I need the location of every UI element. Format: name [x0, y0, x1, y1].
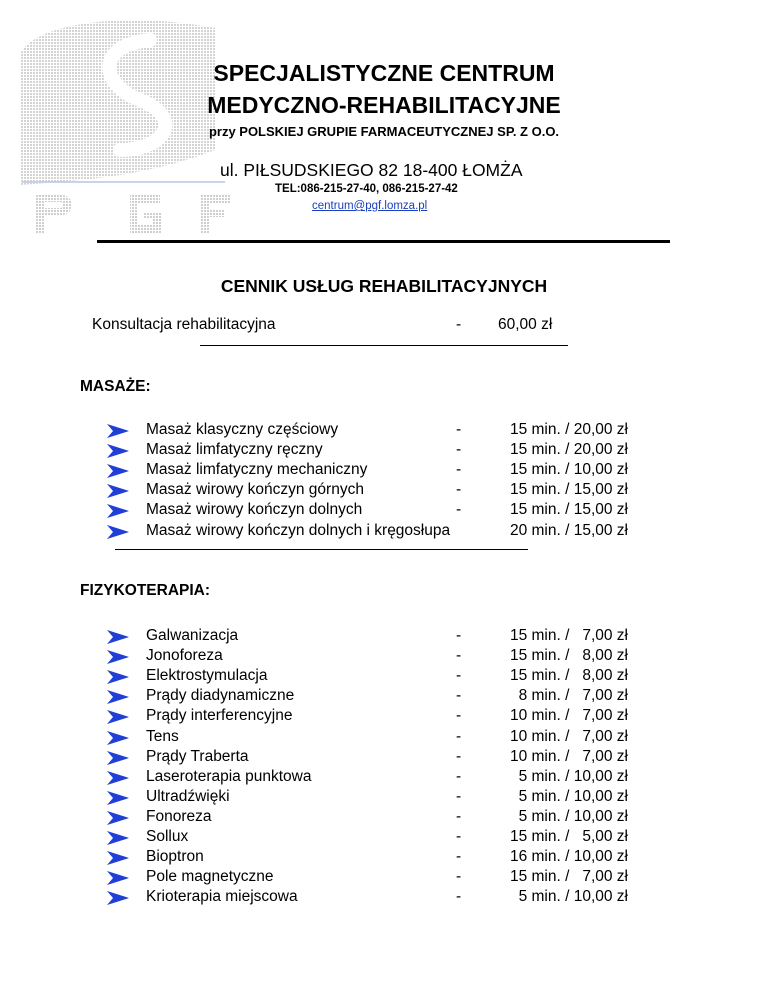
list-item [0, 481, 768, 501]
massage-divider [115, 549, 528, 550]
clinic-address: ul. PIŁSUDSKIEGO 82 18-400 ŁOMŻA [220, 160, 523, 180]
list-item [0, 647, 768, 667]
service-dash: - [456, 481, 462, 499]
service-price: 15 min. / 20,00 zł [509, 421, 628, 438]
service-name: Prądy interferencyjne [146, 707, 293, 725]
service-dash: - [456, 767, 462, 785]
service-dash: - [456, 421, 462, 438]
service-name: Sollux [146, 828, 189, 845]
service-price: 5 min. / 10,00 zł [509, 807, 628, 825]
clinic-title-line2: MEDYCZNO-REHABILITACYJNE [207, 92, 561, 118]
service-name: Pole magnetyczne [146, 868, 274, 886]
list-item [0, 627, 768, 647]
service-dash: - [456, 647, 462, 665]
list-item [0, 501, 768, 521]
service-name: Ultradźwięki [146, 787, 230, 805]
consultation-price: 60,00 zł [498, 316, 553, 333]
service-name: Prądy diadynamiczne [146, 687, 295, 705]
list-item [0, 707, 768, 727]
service-price: 16 min. / 10,00 zł [509, 848, 628, 866]
arrow-bullet-icon [107, 851, 129, 865]
list-item [0, 828, 768, 848]
arrow-bullet-icon [107, 630, 129, 644]
arrow-bullet-icon [107, 710, 129, 724]
massage-heading: MASAŻE: [80, 378, 151, 395]
list-item [0, 441, 768, 461]
service-dash: - [456, 787, 462, 805]
list-item [0, 728, 768, 748]
service-dash: - [456, 667, 462, 685]
consultation-name: Konsultacja rehabilitacyjna [92, 316, 276, 333]
list-item [0, 848, 768, 868]
service-name: Masaż klasyczny częściowy [146, 421, 339, 438]
consultation-dash: - [456, 316, 462, 333]
service-dash: - [456, 441, 462, 459]
service-price: 10 min. / 7,00 zł [509, 747, 628, 765]
service-name: Krioterapia miejscowa [146, 888, 298, 906]
arrow-bullet-icon [107, 751, 129, 765]
arrow-bullet-icon [107, 444, 129, 458]
arrow-bullet-icon [107, 831, 129, 845]
service-dash: - [456, 461, 462, 479]
service-dash: - [456, 888, 462, 906]
service-price: 15 min. / 15,00 zł [509, 481, 628, 499]
arrow-bullet-icon [107, 791, 129, 805]
service-price: 15 min. / 10,00 zł [509, 461, 628, 479]
arrow-bullet-icon [107, 484, 129, 498]
arrow-bullet-icon [107, 424, 129, 438]
service-price: 5 min. / 10,00 zł [509, 767, 628, 785]
service-price: 5 min. / 10,00 zł [509, 787, 628, 805]
service-name: Fonoreza [146, 807, 212, 825]
service-dash: - [456, 807, 462, 825]
service-name: Masaż wirowy kończyn górnych [146, 481, 364, 499]
service-price: 15 min. / 7,00 zł [509, 627, 628, 644]
arrow-bullet-icon [107, 771, 129, 785]
arrow-bullet-icon [107, 731, 129, 745]
service-dash: - [456, 828, 462, 845]
service-dash: - [456, 747, 462, 765]
service-dash: - [456, 501, 462, 519]
service-price: 15 min. / 15,00 zł [509, 501, 628, 519]
list-item [0, 808, 768, 828]
service-dash: - [456, 687, 462, 705]
service-name: Masaż limfatyczny mechaniczny [146, 461, 368, 479]
list-item [0, 461, 768, 481]
header-divider [97, 240, 670, 243]
list-item [0, 522, 768, 542]
clinic-title-line1: SPECJALISTYCZNE CENTRUM [213, 60, 555, 86]
arrow-bullet-icon [107, 690, 129, 704]
email-link[interactable]: centrum@pgf.lomza.pl [312, 200, 428, 212]
arrow-bullet-icon [107, 650, 129, 664]
service-price: 10 min. / 7,00 zł [509, 727, 628, 745]
list-item [0, 768, 768, 788]
service-dash: - [456, 848, 462, 866]
service-price: 20 min. / 15,00 zł [509, 521, 628, 539]
service-dash: - [456, 627, 462, 644]
list-item [0, 888, 768, 908]
service-name: Elektrostymulacja [146, 667, 268, 685]
list-item [0, 687, 768, 707]
service-name: Bioptron [146, 848, 204, 866]
service-name: Galwanizacja [146, 627, 239, 644]
arrow-bullet-icon [107, 811, 129, 825]
list-item [0, 868, 768, 888]
arrow-bullet-icon [107, 504, 129, 518]
list-item [0, 788, 768, 808]
service-name: Masaż limfatyczny ręczny [146, 441, 323, 459]
service-name: Prądy Traberta [146, 747, 249, 765]
service-name: Masaż wirowy kończyn dolnych [146, 501, 363, 519]
physio-heading: FIZYKOTERAPIA: [80, 582, 211, 599]
service-price: 15 min. / 8,00 zł [509, 647, 628, 665]
service-dash: - [456, 727, 462, 745]
service-price: 8 min. / 7,00 zł [509, 687, 628, 705]
list-item [0, 667, 768, 687]
service-price: 15 min. / 7,00 zł [509, 868, 628, 886]
list-item [0, 748, 768, 768]
service-price: 15 min. / 8,00 zł [509, 667, 628, 685]
list-item [0, 421, 768, 441]
price-list-title: CENNIK USŁUG REHABILITACYJNYCH [220, 276, 548, 296]
clinic-subtitle: przy POLSKIEJ GRUPIE FARMACEUTYCZNEJ SP. Z O.O. [208, 124, 560, 139]
service-dash: - [456, 707, 462, 725]
arrow-bullet-icon [107, 464, 129, 478]
arrow-bullet-icon [107, 871, 129, 885]
service-dash: - [456, 868, 462, 886]
arrow-bullet-icon [107, 891, 129, 905]
service-name: Tens [146, 727, 179, 745]
consultation-divider [200, 345, 568, 346]
service-name: Masaż wirowy kończyn dolnych i kręgosłupa [146, 521, 451, 539]
service-price: 15 min. / 20,00 zł [509, 441, 628, 459]
service-price: 10 min. / 7,00 zł [509, 707, 628, 725]
service-name: Jonoforeza [146, 647, 223, 665]
service-name: Laseroterapia punktowa [146, 767, 312, 785]
clinic-phone: TEL:086-215-27-40, 086-215-27-42 [275, 183, 458, 195]
arrow-bullet-icon [107, 670, 129, 684]
service-price: 15 min. / 5,00 zł [509, 828, 628, 845]
service-price: 5 min. / 10,00 zł [509, 888, 628, 906]
arrow-bullet-icon [107, 525, 129, 539]
